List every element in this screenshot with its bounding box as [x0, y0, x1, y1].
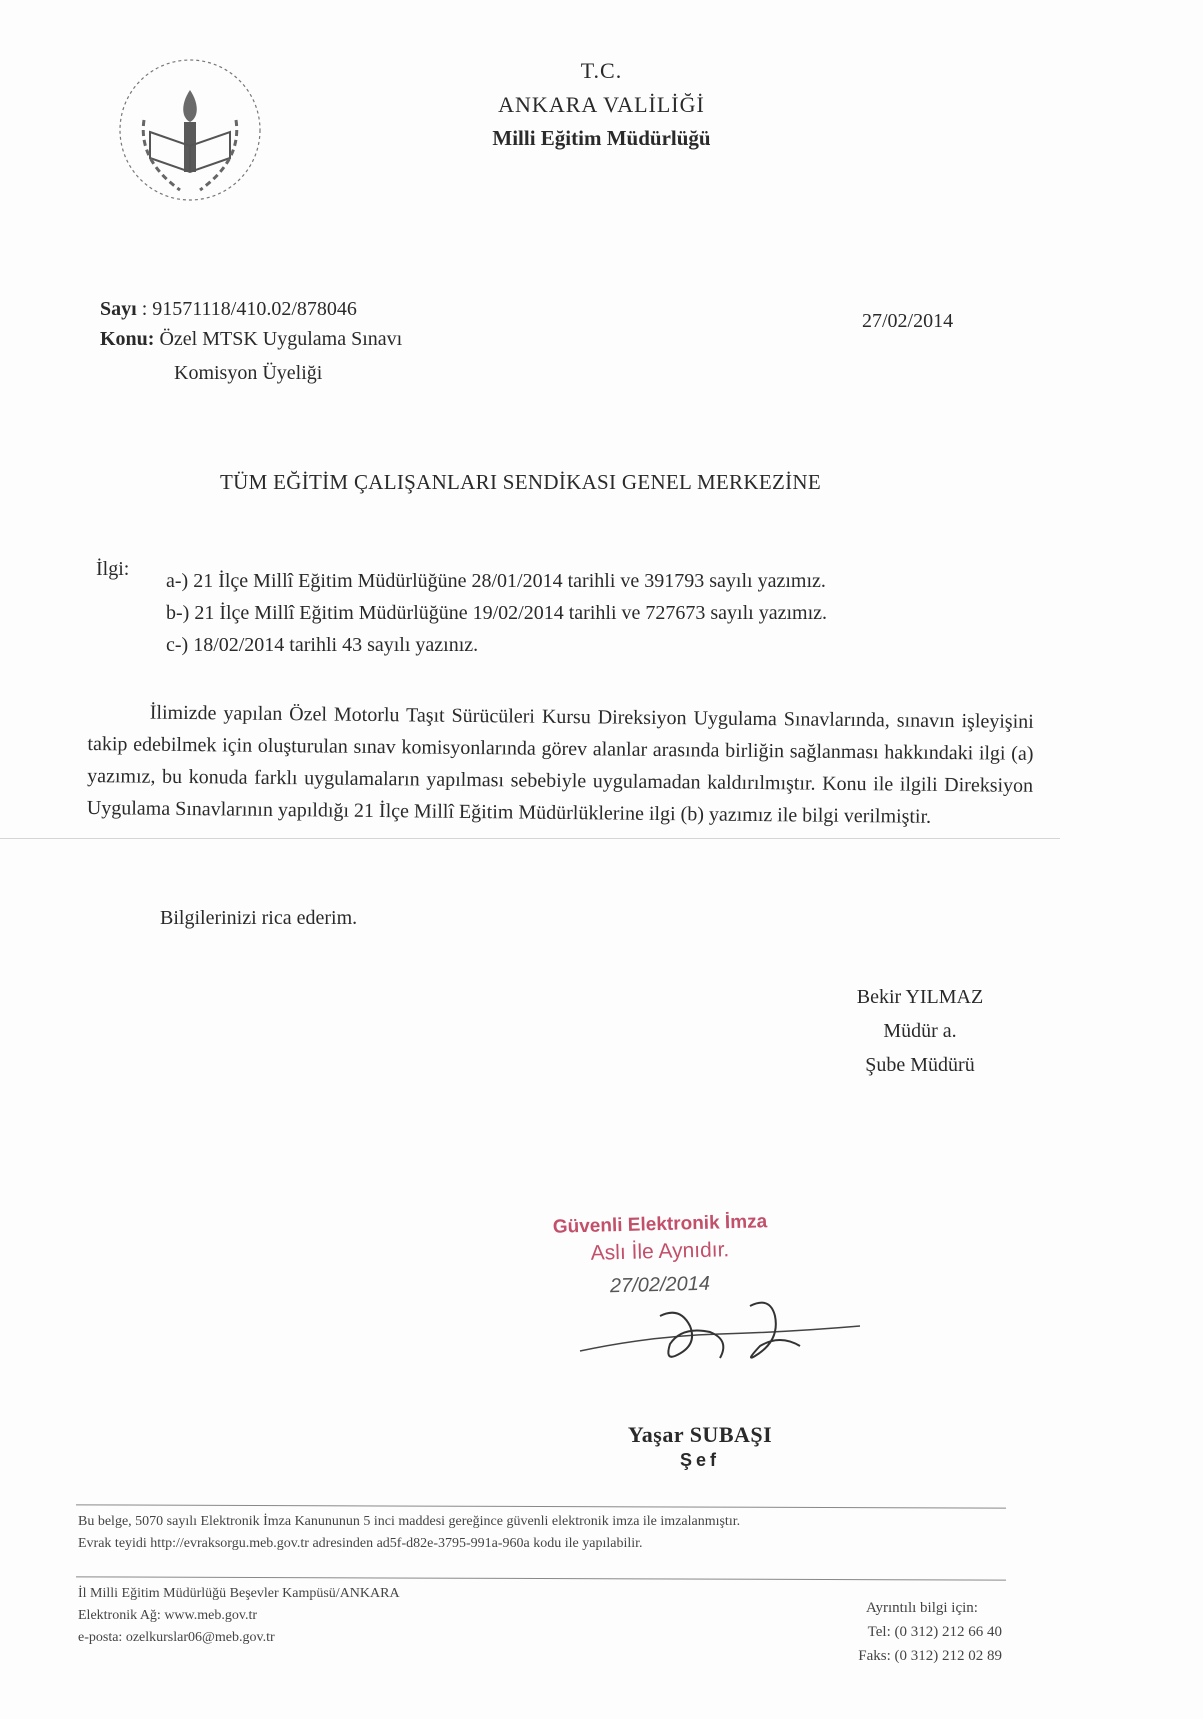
stamp-line1: Güvenli Elektronik İmza [552, 1211, 768, 1238]
footer-note-1: Bu belge, 5070 sayılı Elektronik İmza Kanununun 5 inci maddesi gereğince güvenli elektronik imza ile imzalanmıştır. [78, 1514, 741, 1529]
ilgi-label: İlgi: [96, 558, 130, 580]
stamp-line2: Aslı İle Aynıdır. [590, 1238, 730, 1265]
header-tc: T.C. [580, 58, 623, 83]
sayi-label: Sayı [100, 298, 137, 320]
signatory-block [840, 980, 1000, 1082]
signatory-title1: Müdür a. [883, 1020, 957, 1042]
konu-label: Konu: [100, 328, 155, 350]
footer-email: e-posta: ozelkurslar06@meb.gov.tr [78, 1630, 275, 1645]
certification-stamp [500, 1211, 820, 1298]
konu-value-2: Komisyon Üyeliği [174, 362, 323, 384]
document-date: 27/02/2014 [862, 310, 954, 332]
body-text: İlimizde yapılan Özel Motorlu Taşıt Sürücüleri Kursu Direksiyon Uygulama Sınavlarında, sınavın işleyişini takip edebilmek için oluşturulan sınav komisyonlarında görev alanlar arasında birliğin sağlanması hakkındaki ilgi (a) yazımız, bu konuda farklı uygulamaların yapılması sebebiyle uygulamadan kaldırılmıştır. Konu ile ilgili Direksiyon Uygulama Sınavlarının yapıldığı 21 İlçe Millî Eğitim Müdürlüklerine ilgi (b) yazımız ile bilgi verilmiştir. [86, 701, 1034, 828]
footer-address: İl Milli Eğitim Müdürlüğü Beşevler Kampüsü/ANKARA [78, 1586, 400, 1601]
closing: Bilgilerinizi rica ederim. [160, 907, 358, 929]
ref-sayi [100, 298, 357, 321]
stamp-date: 27/02/2014 [609, 1272, 711, 1298]
ilgi-item-b: b-) 21 İlçe Millî Eğitim Müdürlüğüne 19/02/2014 tarihli ve 727673 sayılı yazımız. [166, 602, 828, 624]
signatory2-name: Yaşar SUBAŞI [627, 1422, 773, 1447]
body-paragraph [87, 696, 1034, 834]
footer-contact [822, 1596, 1002, 1668]
contact-tel: Tel: (0 312) 212 66 40 [867, 1624, 1002, 1640]
signatory2-title: Şef [679, 1450, 720, 1470]
signatory-title2: Şube Müdürü [865, 1054, 975, 1076]
ref-konu [100, 328, 402, 351]
header-valilik: ANKARA VALİLİĞİ [498, 92, 705, 117]
scan-line [0, 838, 1060, 839]
footer-divider-1 [76, 1504, 1006, 1508]
footer-note-2: Evrak teyidi http://evraksorgu.meb.gov.tr adresinden ad5f-d82e-3795-991a-960a kodu ile yapılabilir. [78, 1536, 643, 1551]
signatory-name: Bekir YILMAZ [856, 986, 984, 1008]
footer-divider-2 [76, 1576, 1006, 1580]
recipient: TÜM EĞİTİM ÇALIŞANLARI SENDİKASI GENEL MERKEZİNE [220, 470, 821, 494]
ilgi-item-a: a-) 21 İlçe Millî Eğitim Müdürlüğüne 28/01/2014 tarihli ve 391793 sayılı yazımız. [166, 570, 826, 592]
contact-label: Ayrıntılı bilgi için: [866, 1600, 978, 1616]
signatory2-block [580, 1422, 820, 1471]
konu-value: Özel MTSK Uygulama Sınavı [159, 328, 403, 350]
ilgi-item-c: c-) 18/02/2014 tarihli 43 sayılı yazınız. [166, 634, 479, 656]
footer-web: Elektronik Ağ: www.meb.gov.tr [78, 1608, 257, 1623]
handwritten-signature-icon [570, 1296, 870, 1376]
header-mudurluk: Milli Eğitim Müdürlüğü [492, 126, 711, 150]
contact-fax: Faks: (0 312) 212 02 89 [858, 1648, 1002, 1664]
sayi-value: : 91571118/410.02/878046 [141, 298, 357, 320]
